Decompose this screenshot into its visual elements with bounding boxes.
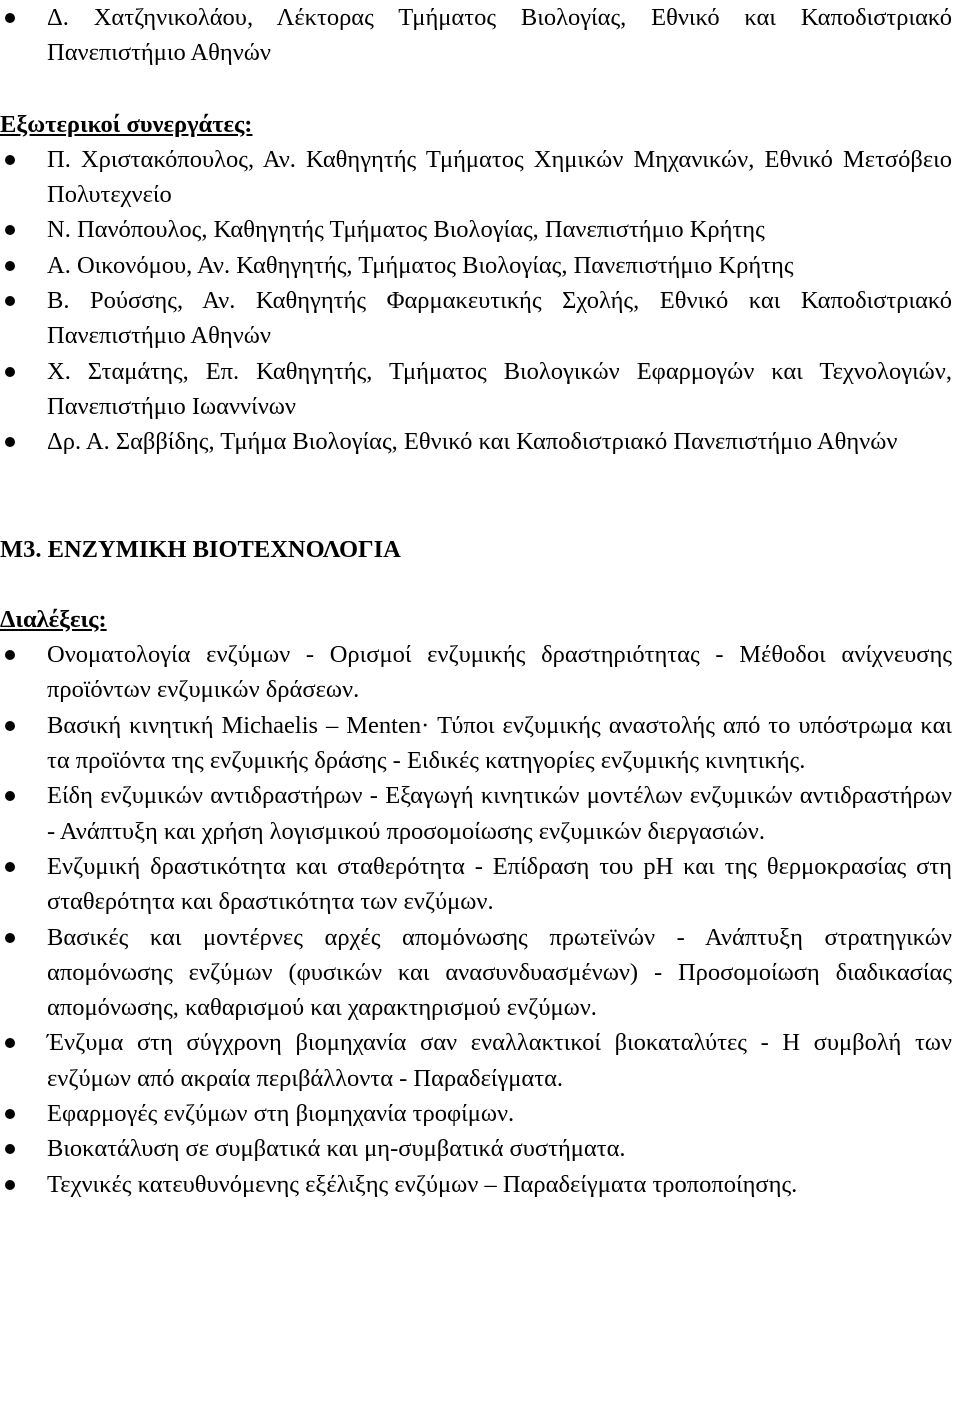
list-item: Χ. Σταμάτης, Επ. Καθηγητής, Τμήματος Βιολογικών Εφαρμογών και Τεχνολογιών, Πανεπιστήμιο Ιωαννίνων	[0, 354, 952, 425]
top-staff-list	[0, 0, 952, 71]
external-collaborators-label: Εξωτερικοί συνεργάτες:	[0, 110, 253, 138]
list-item: Δ. Χατζηνικολάου, Λέκτορας Τμήματος Βιολογίας, Εθνικό και Καποδιστριακό Πανεπιστήμιο Αθηνών	[0, 0, 952, 71]
list-item: Β. Ρούσσης, Αν. Καθηγητής Φαρμακευτικής Σχολής, Εθνικό και Καποδιστριακό Πανεπιστήμιο Αθηνών	[0, 283, 952, 354]
list-item: Ένζυμα στη σύγχρονη βιομηχανία σαν εναλλακτικοί βιοκαταλύτες - Η συμβολή των ενζύμων από ακραία περιβάλλοντα - Παραδείγματα.	[0, 1025, 952, 1096]
list-item: Ονοματολογία ενζύμων - Ορισμοί ενζυμικής δραστηριότητας - Μέθοδοι ανίχνευσης προϊόντων ενζυμικών δράσεων.	[0, 637, 952, 708]
list-item: Βασικές και μοντέρνες αρχές απομόνωσης πρωτεϊνών - Ανάπτυξη στρατηγικών απομόνωσης ενζύμων (φυσικών και ανασυνδυασμένων) - Προσομοίωση διαδικασίας απομόνωσης, καθαρισμού και χαρακτηρισμού ενζύμων.	[0, 920, 952, 1026]
external-collaborators-list	[0, 142, 952, 460]
list-item: Ενζυμική δραστικότητα και σταθερότητα - Επίδραση του pH και της θερμοκρασίας στη σταθερότητα και δραστικότητα των ενζύμων.	[0, 849, 952, 920]
module-title: Μ3. ΕΝΖΥΜΙΚΗ ΒΙΟΤΕΧΝΟΛΟΓΙΑ	[0, 535, 401, 563]
list-item: Βασική κινητική Michaelis – Menten· Τύποι ενζυμικής αναστολής από το υπόστρωμα και τα προϊόντα της ενζυμικής δράσης - Ειδικές κατηγορίες ενζυμικής κινητικής.	[0, 708, 952, 779]
lectures-list	[0, 637, 952, 1202]
list-item: Εφαρμογές ενζύμων στη βιομηχανία τροφίμων.	[0, 1096, 952, 1131]
external-collaborators-heading	[0, 107, 952, 142]
spacer	[0, 71, 952, 107]
list-item: Δρ. Α. Σαββίδης, Τμήμα Βιολογίας, Εθνικό και Καποδιστριακό Πανεπιστήμιο Αθηνών	[0, 424, 952, 459]
list-item: Τεχνικές κατευθυνόμενης εξέλιξης ενζύμων – Παραδείγματα τροποποίησης.	[0, 1167, 952, 1202]
list-item: Α. Οικονόμου, Αν. Καθηγητής, Τμήματος Βιολογίας, Πανεπιστήμιο Κρήτης	[0, 248, 952, 283]
spacer	[0, 567, 952, 602]
list-item: Βιοκατάλυση σε συμβατικά και μη-συμβατικά συστήματα.	[0, 1131, 952, 1166]
lectures-label: Διαλέξεις:	[0, 605, 107, 633]
spacer	[0, 496, 952, 532]
spacer	[0, 460, 952, 496]
list-item: Π. Χριστακόπουλος, Αν. Καθηγητής Τμήματος Χημικών Μηχανικών, Εθνικό Μετσόβειο Πολυτεχνείο	[0, 142, 952, 213]
lectures-heading	[0, 602, 952, 637]
list-item: Ν. Πανόπουλος, Καθηγητής Τμήματος Βιολογίας, Πανεπιστήμιο Κρήτης	[0, 212, 952, 247]
list-item: Είδη ενζυμικών αντιδραστήρων - Εξαγωγή κινητικών μοντέλων ενζυμικών αντιδραστήρων - Ανάπτυξη και χρήση λογισμικού προσομοίωσης ενζυμικών διεργασιών.	[0, 778, 952, 849]
